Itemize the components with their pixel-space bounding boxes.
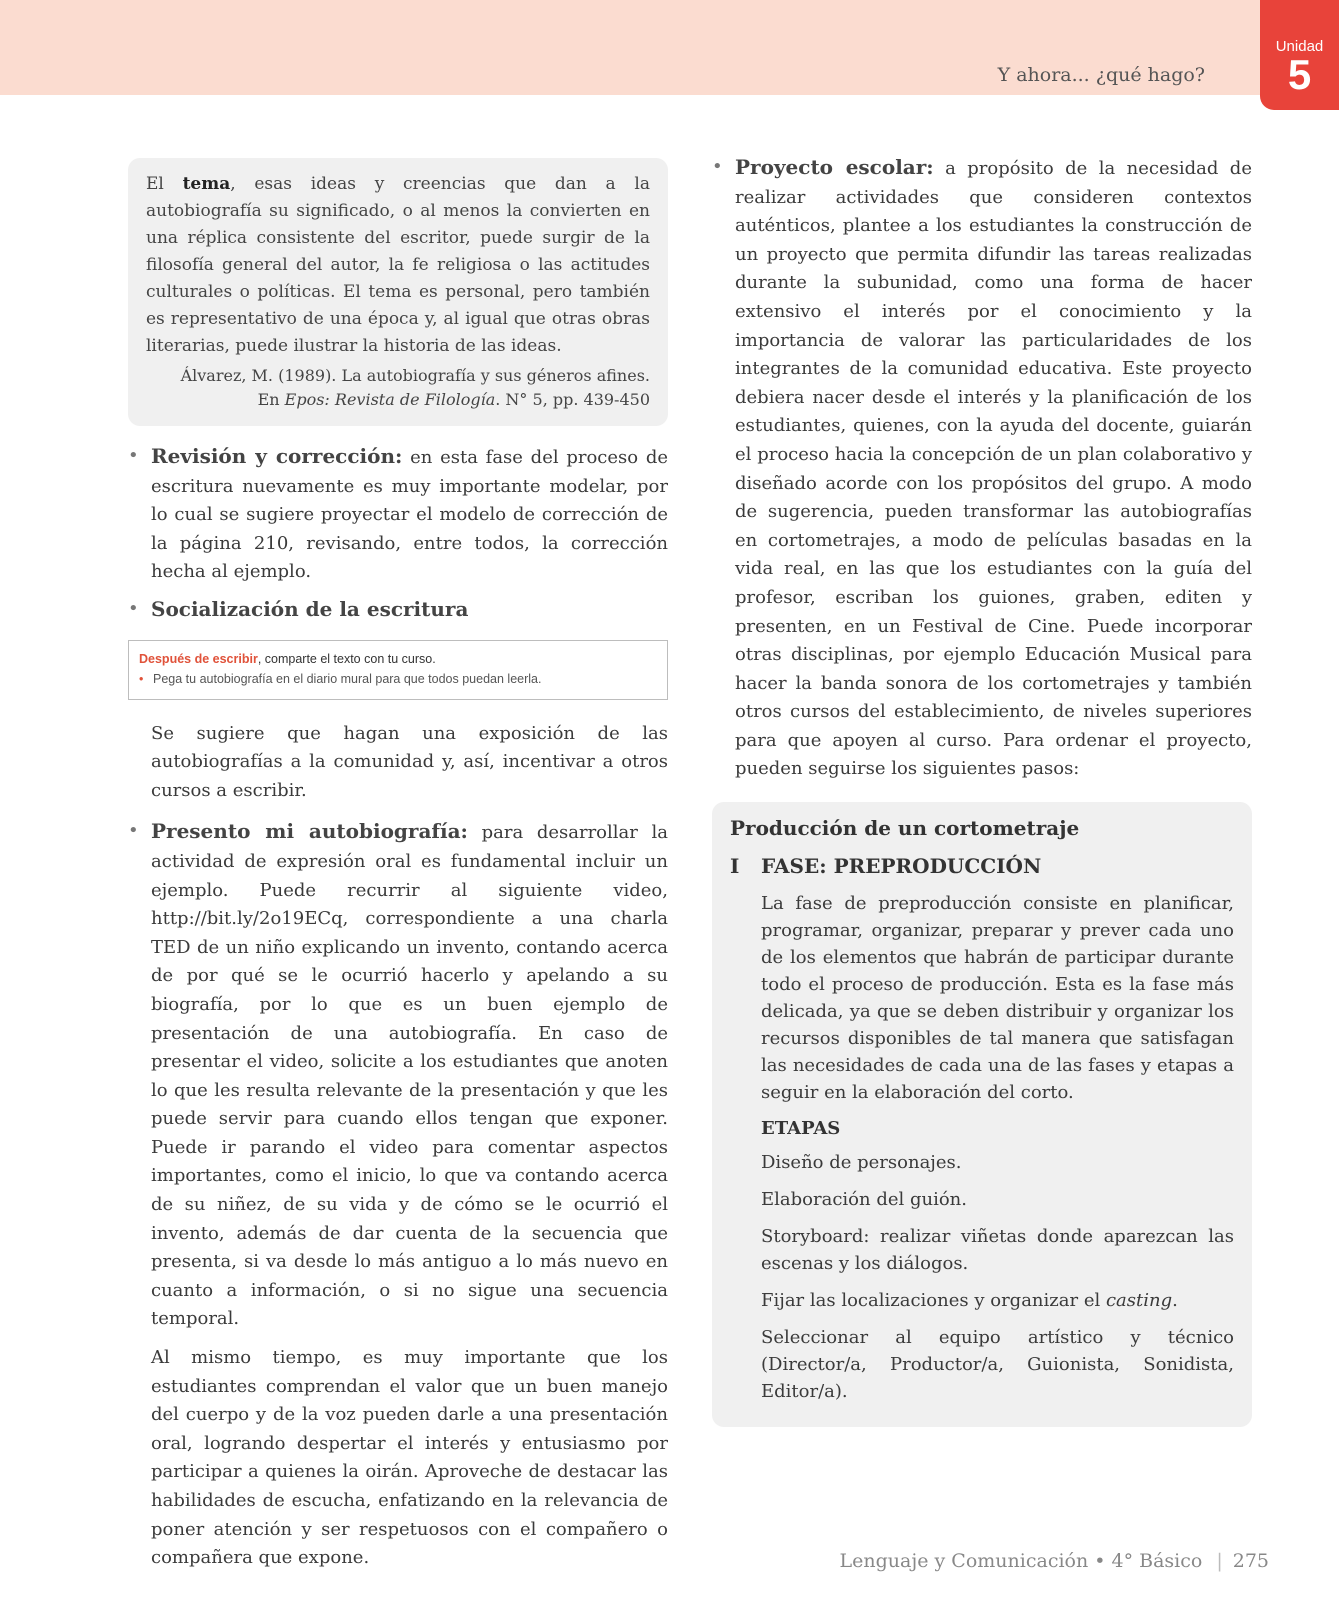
suggestion-paragraph: Se sugiere que hagan una exposición de las autobiografías a la comunidad y, así, incentivar a otros cursos a escribir. <box>151 722 668 801</box>
bullet-socializacion <box>128 595 668 626</box>
etapa4-italic: casting <box>1105 1290 1173 1312</box>
activity-item: • Pega tu autobiografía en el diario mural para que todos puedan leerla. <box>139 669 657 689</box>
bullet-proyecto <box>712 153 1252 784</box>
unit-tab <box>1260 0 1339 110</box>
etapa-item: Diseño de personajes. <box>761 1152 962 1174</box>
proyecto-lead: Proyecto escolar: <box>735 155 934 179</box>
page-footer <box>840 1550 1269 1572</box>
proyecto-text: a propósito de la necesidad de realizar actividades que consideren contextos auténticos, plantee a los estudiantes la construcción de un proyecto que permita difundir las tareas realizadas durante la subunidad, como una forma de hacer extensivo el interés por el conocimiento y la importancia de valorar las particularidades de los integrantes de la comunidad educativa. Este proyecto debiera nacer desde el interés y la planificación de los estudiantes, quienes, con la ayuda del docente, guiarán el proceso hacia la concepción de un plan colaborativo y diseñado acorde con los propósitos del grupo. A modo de sugerencia, pueden transformar las autobiografías en cortometrajes, a modo de películas basadas en la vida real, en las que los estudiantes con la guía del profesor, escriban los guiones, graben, editen y presenten, en un Festival de Cine. Puede incorporar otras disciplinas, por ejemplo Educación Musical para hacer la banda sonora de los cortometrajes y también otros cursos del establecimiento, de niveles superiores para que apoyen al curso. Para ordenar el proyecto, pueden seguirse los siguientes pasos: <box>735 158 1252 780</box>
mismo-tiempo-paragraph: Al mismo tiempo, es muy importante que los estudiantes comprendan el valor que un buen manejo del cuerpo y de la voz pueden darle a una presentación oral, logrando despertar el interés y entusiasmo por participar a quienes la oirán. Aproveche de destacar las habilidades de escucha, enfatizando en la relevancia de poner atención y ser respetuosos con el compañero o compañera que expone. <box>151 1347 668 1569</box>
unit-label: Unidad <box>1275 38 1324 55</box>
revision-lead: Revisión y corrección: <box>151 444 403 468</box>
unit-number: 5 <box>1287 51 1312 98</box>
phase-heading <box>730 854 1234 878</box>
quote-box <box>128 158 668 426</box>
phase-number: I <box>730 854 740 879</box>
phase-description: La fase de preproducción consiste en planificar, programar, organizar, preparar y prever cada uno de los elementos que habrán de participar durante todo el proceso de producción. Esta es la fase más delicada, ya que se deben distribuir y organizar los recursos disponibles de tal manera que satisfagan las necesidades de cada una de las fases y etapas a seguir en la elaboración del corto. <box>761 893 1234 1104</box>
bullet-revision <box>128 442 668 587</box>
activity-text: , comparte el texto con tu curso. <box>257 651 436 666</box>
quote-body: , esas ideas y creencias que dan a la autobiografía su significado, o al menos la convierten en una réplica consistente del escritor, puede surgir de la filosofía general del autor, la fe religiosa o las actitudes culturales o políticas. El tema es personal, pero también es representativo de una época y, al igual que otras obras literarias, puede ilustrar la historia de las ideas. <box>146 174 650 356</box>
etapa-item <box>730 1287 1234 1314</box>
footer-subject: Lenguaje y Comunicación • 4° Básico <box>839 1550 1203 1572</box>
citation-suffix: . N° 5, pp. 439-450 <box>495 390 650 409</box>
production-box <box>712 802 1252 1427</box>
activity-heading <box>139 649 657 669</box>
activity-box <box>128 640 668 700</box>
socializacion-lead: Socialización de la escritura <box>151 596 469 621</box>
activity-highlight: Después de escribir <box>139 651 258 666</box>
page-number: 275 <box>1232 1550 1269 1572</box>
section-title: Y ahora... ¿qué hago? <box>997 64 1205 86</box>
production-title: Producción de un cortometraje <box>730 816 1080 841</box>
right-column <box>712 153 1252 1427</box>
citation-prefix: En <box>257 390 285 409</box>
quote-text <box>146 171 650 360</box>
presento-lead: Presento mi autobiografía: <box>151 819 468 844</box>
presento-text: para desarrollar la actividad de expresión oral es fundamental incluir un ejemplo. Puede recurrir al siguiente video, http://bit.ly/2o19ECq, correspondiente a una charla TED de un niño explicando un invento, contando acerca de por qué se le ocurrió hacerlo y apelando a su biografía, por lo que es un buen ejemplo de presentación de una autobiografía. En caso de presentar el video, solicite a los estudiantes que anoten lo que les resulta relevante de la presentación y que les puede servir para cuando ellos tengan que exponer. Puede ir parando el video para comentar aspectos importantes, como el inicio, lo que va contando acerca de su niñez, de su vida y de cómo se le ocurrió el invento, además de dar cuenta de la secuencia que presenta, si va desde lo más antiguo a lo más nuevo en cuanto a información, o si no sigue una secuencia temporal. <box>151 822 668 1330</box>
quote-bold-term: tema <box>182 174 231 194</box>
footer-separator: | <box>1216 1550 1223 1572</box>
bullet-presento <box>128 817 668 1334</box>
etapas-heading: ETAPAS <box>761 1118 841 1140</box>
etapa-item: Storyboard: realizar viñetas donde aparezcan las escenas y los diálogos. <box>761 1226 1234 1275</box>
left-column <box>128 158 668 1573</box>
etapa-item: Seleccionar al equipo artístico y técnico (Director/a, Productor/a, Guionista, Sonidista, Editor/a). <box>761 1327 1234 1403</box>
phase-title: FASE: PREPRODUCCIÓN <box>761 854 1042 879</box>
quote-intro: El <box>146 174 183 194</box>
citation-line-1: Álvarez, M. (1989). La autobiografía y sus géneros afines. <box>180 366 650 385</box>
etapa-item: Elaboración del guión. <box>761 1189 967 1211</box>
quote-citation <box>146 364 650 412</box>
citation-line-2 <box>146 388 650 412</box>
etapa4-suffix: . <box>1172 1290 1178 1312</box>
revision-text: en esta fase del proceso de escritura nuevamente es muy importante modelar, por lo cual se sugiere proyectar el modelo de corrección de la página 210, revisando, entre todos, la corrección hecha al ejemplo. <box>151 447 668 583</box>
etapa4-prefix: Fijar las localizaciones y organizar el <box>761 1290 1106 1312</box>
citation-journal: Epos: Revista de Filología <box>284 390 496 409</box>
